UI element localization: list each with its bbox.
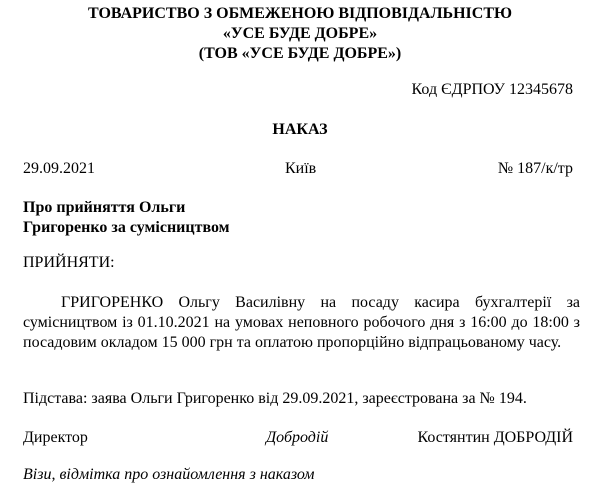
document-title: НАКАЗ <box>272 121 328 138</box>
document-number: № 187/к/тр <box>497 160 573 177</box>
document-date: 29.09.2021 <box>23 160 95 177</box>
subject-line2: Григоренко за сумісництвом <box>23 219 230 236</box>
signer-signature: Добродій <box>266 429 329 446</box>
signer-name: Костянтин ДОБРОДІЙ <box>417 429 573 446</box>
visas-note: Візи, відмітка про ознайомлення з наказом <box>23 466 315 483</box>
signature-block <box>23 429 573 449</box>
company-name-line1: ТОВАРИСТВО З ОБМЕЖЕНОЮ ВІДПОВІДАЛЬНІСТЮ <box>88 5 512 22</box>
edrpou-code: Код ЄДРПОУ 12345678 <box>411 81 573 98</box>
order-basis: Підстава: заява Ольги Григоренко від 29.09.2021, зареєстрована за № 194. <box>23 390 527 407</box>
order-body: ГРИГОРЕНКО Ольгу Василівну на посаду касира бухгалтерії за сумісництвом із 01.10.2021 на умовах неповного робочого дня з 16:00 до 18:00 з посадовим окладом 15 000 грн та оплатою пропорційно відпрацьованому часу. <box>23 294 580 351</box>
subject-line1: Про прийняття Ольги <box>23 199 186 216</box>
company-short-name: (ТОВ «УСЕ БУДЕ ДОБРЕ») <box>198 45 402 62</box>
company-header <box>0 4 600 64</box>
document-city: Київ <box>285 160 317 177</box>
company-name-line2: «УСЕ БУДЕ ДОБРЕ» <box>222 25 378 42</box>
document-subject <box>23 198 230 238</box>
document-meta <box>23 160 573 180</box>
decision-heading: ПРИЙНЯТИ: <box>23 254 115 271</box>
signer-position: Директор <box>23 429 88 446</box>
